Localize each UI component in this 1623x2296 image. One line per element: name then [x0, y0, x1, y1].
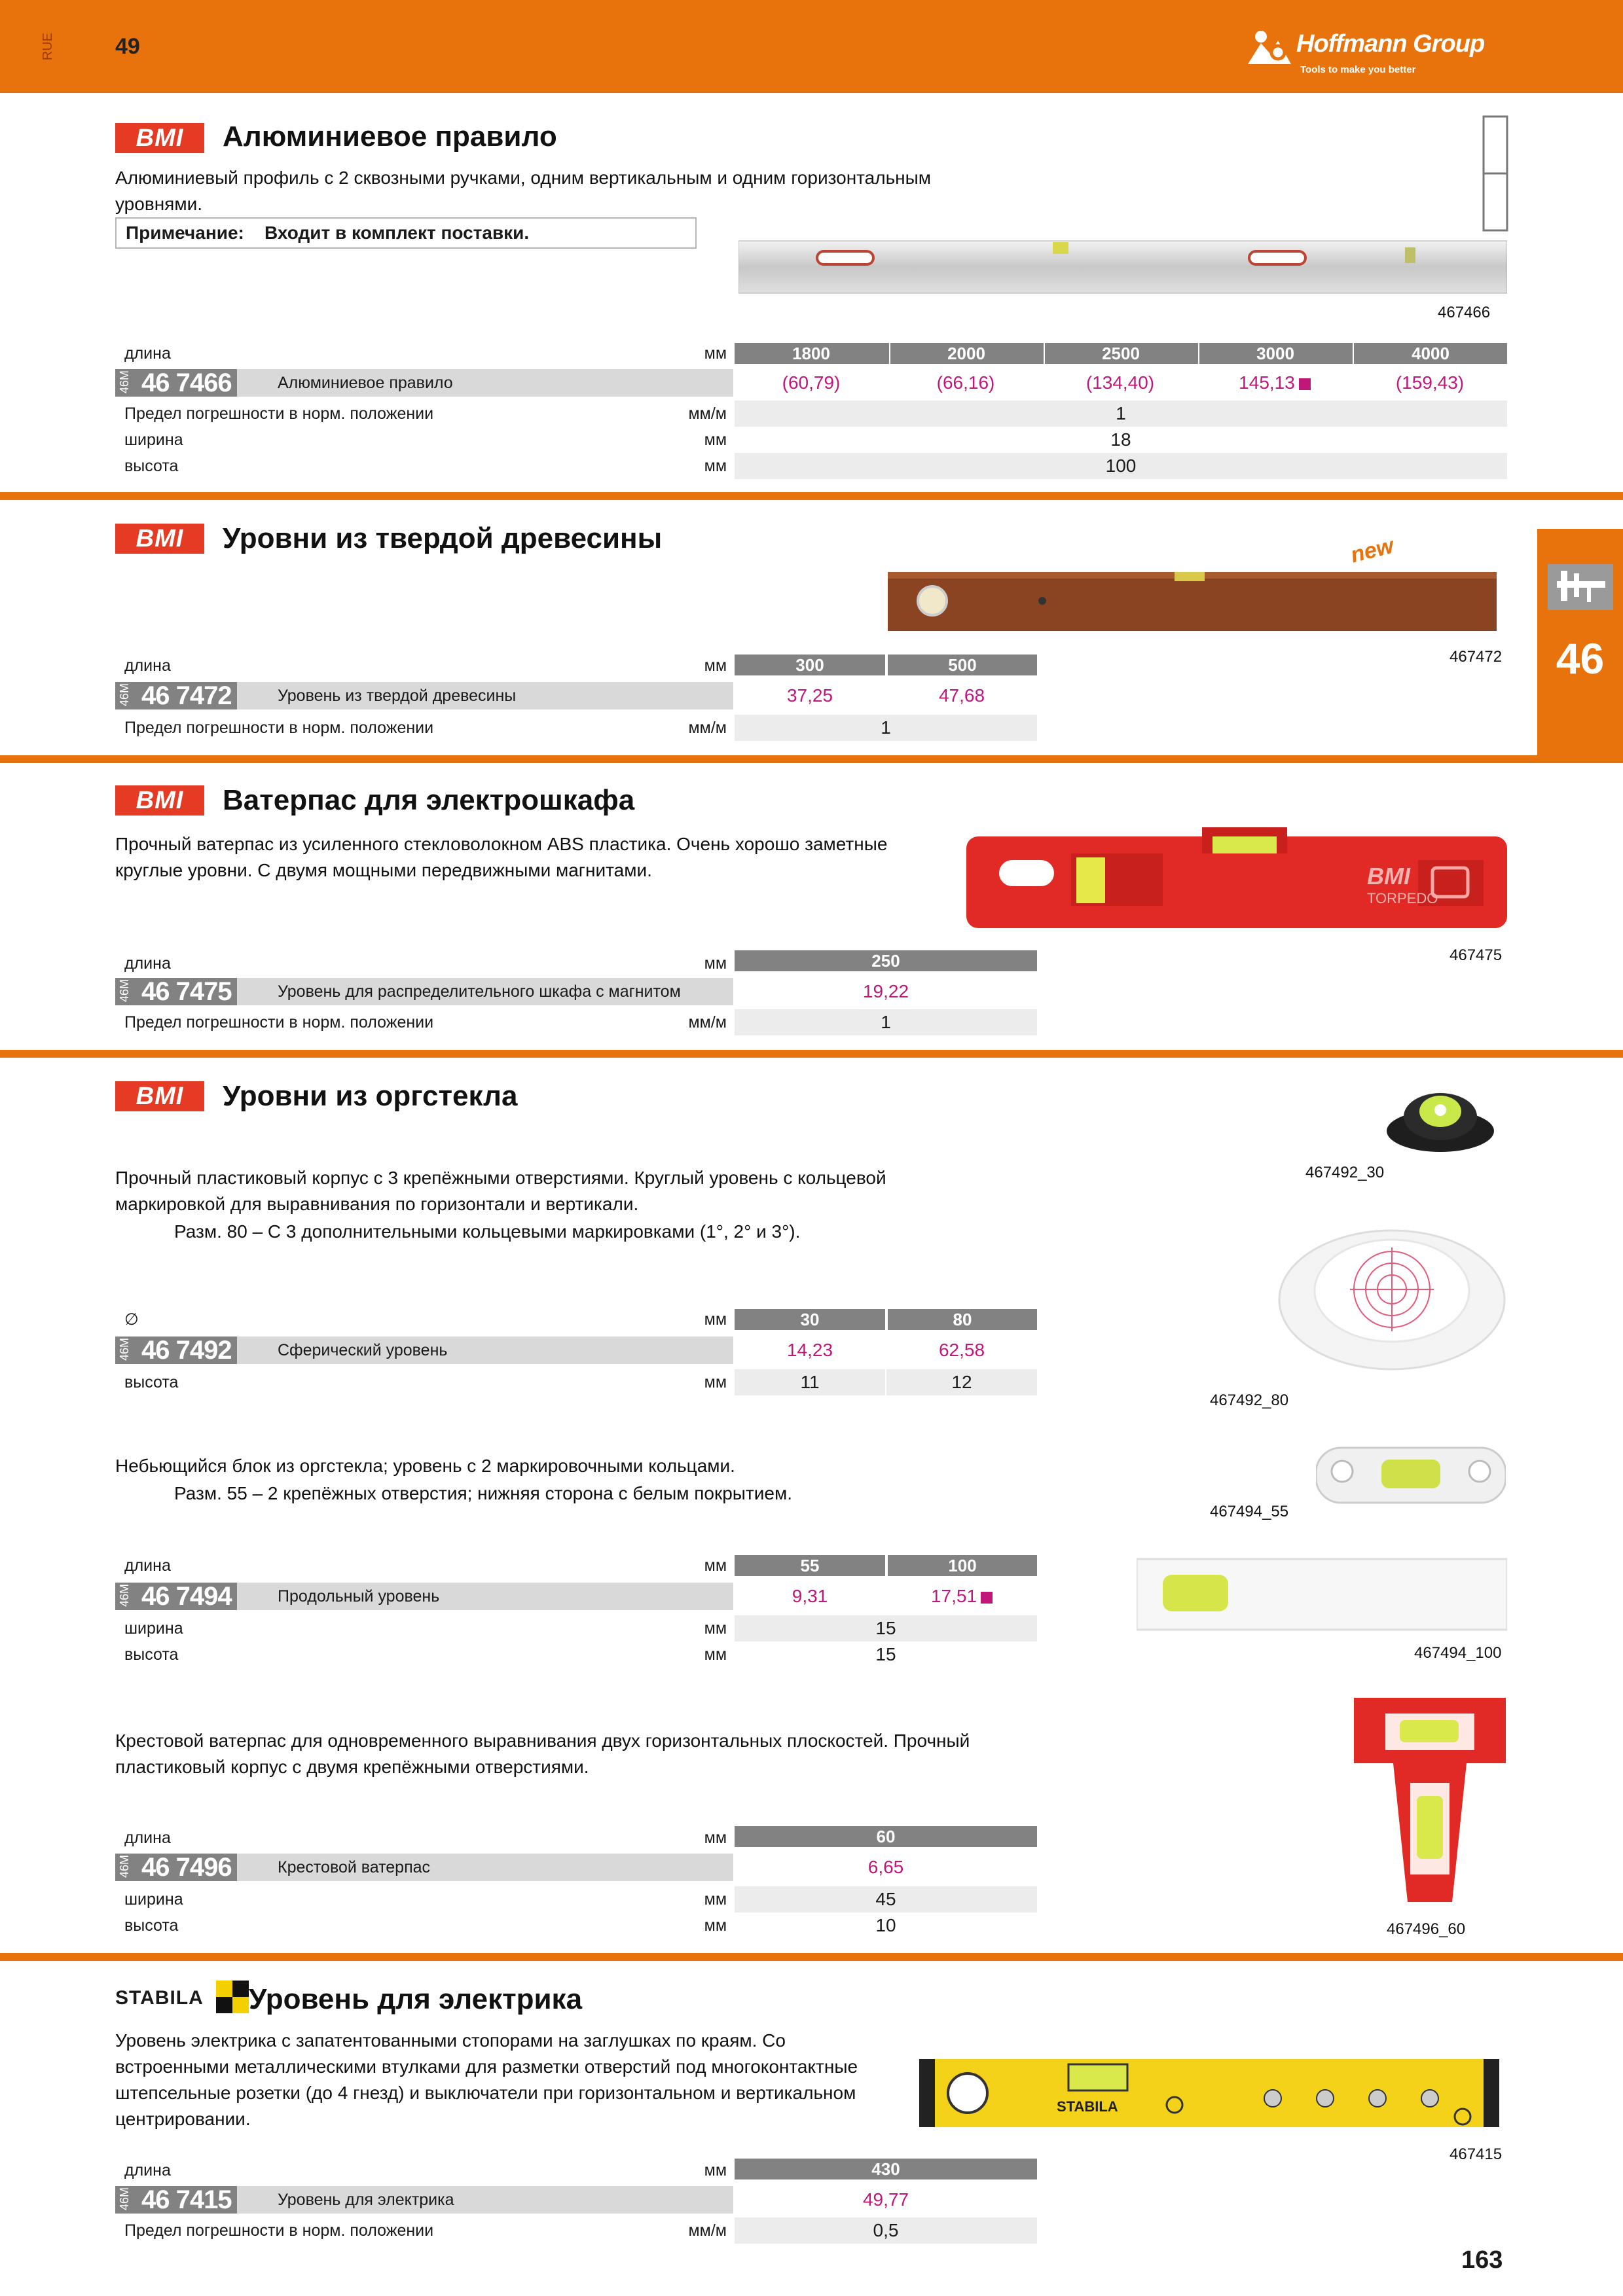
- section-divider: [0, 1953, 1623, 1961]
- section-divider: [0, 1050, 1623, 1058]
- price: 19,22: [862, 981, 909, 1001]
- image-caption: 467492_80: [1210, 1391, 1289, 1409]
- price: (66,16): [936, 372, 995, 393]
- section-description: Небьющийся блок из оргстекла; уровень с 2 маркировочными кольцами.: [115, 1456, 735, 1476]
- price: 145,13: [1198, 369, 1351, 397]
- size-header: 100: [886, 1555, 1037, 1576]
- row-label: ширина: [124, 1619, 183, 1638]
- row-label: Предел погрешности в норм. положении: [124, 2221, 434, 2240]
- price: 49,77: [862, 2189, 909, 2210]
- price: 17,51: [886, 1583, 1037, 1610]
- size-note: Разм. 55 – 2 крепёжных отверстия; нижняя сторона с белым покрытием.: [174, 1483, 793, 1503]
- price: 9,31: [792, 1586, 828, 1606]
- size-header: 60: [735, 1826, 1037, 1847]
- row-unit: мм: [704, 431, 727, 449]
- row-value: 1: [735, 715, 1037, 741]
- size-header: 430: [735, 2159, 1037, 2179]
- note-box: [115, 217, 697, 249]
- image-caption: 467494_100: [1414, 1644, 1502, 1662]
- level-brand-text: STABILA: [1057, 2098, 1118, 2115]
- row-unit: мм/м: [688, 404, 727, 423]
- column-header-unit: мм: [704, 1829, 727, 1847]
- price: (159,43): [1395, 372, 1465, 393]
- round-level-30-image: [1384, 1079, 1497, 1155]
- row-value: 12: [886, 1369, 1037, 1395]
- catalog-code: RUE: [41, 33, 55, 61]
- section-description: Алюминиевый профиль с 2 сквозными ручками, одним вертикальным и одним горизонтальным уровнями.: [115, 168, 931, 214]
- image-caption: 467496_60: [1387, 1920, 1466, 1938]
- column-header-unit: мм: [704, 2161, 727, 2179]
- row-unit: мм: [704, 1373, 727, 1391]
- header-page-number: 49: [115, 34, 140, 59]
- article-number[interactable]: 46M 46 7466: [115, 369, 237, 397]
- image-caption: 467466: [1438, 304, 1491, 321]
- size-header: 80: [886, 1309, 1037, 1330]
- brand-name: Hoffmann Group: [1296, 30, 1485, 58]
- row-unit: мм: [704, 1916, 727, 1935]
- product-name: Уровень для распределительного шкафа с магнитом: [278, 982, 681, 1001]
- image-caption: 467475: [1450, 946, 1503, 964]
- row-label: высота: [124, 1373, 179, 1391]
- section-title: Уровни из твердой древесины: [223, 522, 663, 554]
- row-value: 100: [735, 453, 1507, 479]
- section-description: Прочный ватерпас из усиленного стекловолокном ABS пластика. Очень хорошо заметные круглые уровни. С двумя мощными передвижными магнитами.: [115, 834, 888, 880]
- article-number[interactable]: 46M 46 7492: [115, 1336, 237, 1364]
- size-header: 4000: [1353, 343, 1507, 364]
- column-header-unit: мм: [704, 344, 727, 363]
- row-value: 18: [1110, 429, 1131, 450]
- price: 47,68: [938, 685, 985, 706]
- article-number[interactable]: 46M 46 7415: [115, 2186, 237, 2214]
- cross-level-image: [1354, 1698, 1506, 1902]
- stock-marker-icon: [1299, 378, 1311, 390]
- profile-cross-section-image: [1482, 115, 1508, 232]
- bmi-logo: BMI: [115, 524, 204, 554]
- note-label: Примечание:: [126, 223, 244, 243]
- row-value: 11: [735, 1369, 885, 1395]
- row-unit: мм/м: [688, 1013, 727, 1031]
- image-caption: 467494_55: [1210, 1503, 1289, 1520]
- stabila-checker-icon: [216, 1981, 249, 2013]
- product-name: Алюминиевое правило: [278, 374, 453, 392]
- torpedo-level-image: [966, 827, 1507, 935]
- section-title: Алюминиевое правило: [223, 120, 557, 152]
- hoffmann-logo-icon: [1247, 27, 1292, 65]
- row-label: ширина: [124, 431, 183, 449]
- new-badge: new: [1348, 533, 1396, 568]
- row-label: Предел погрешности в норм. положении: [124, 719, 434, 737]
- row-label: ширина: [124, 1890, 183, 1909]
- column-header-diameter: ∅: [124, 1310, 139, 1329]
- image-caption: 467472: [1450, 648, 1503, 666]
- size-header: 55: [735, 1555, 885, 1576]
- article-number[interactable]: 46M 46 7475: [115, 978, 237, 1005]
- note-text: Входит в комплект поставки.: [264, 223, 530, 243]
- column-header-unit: мм: [704, 1310, 727, 1329]
- price: 37,25: [786, 685, 833, 706]
- row-label: высота: [124, 1645, 179, 1664]
- block-level-55-image: [1316, 1441, 1506, 1507]
- row-unit: мм: [704, 1645, 727, 1664]
- price: (134,40): [1085, 372, 1155, 393]
- row-value: 15: [735, 1615, 1037, 1641]
- article-number[interactable]: 46M 46 7496: [115, 1854, 237, 1881]
- column-header-length: длина: [124, 656, 171, 675]
- bmi-logo: BMI: [115, 785, 204, 816]
- price: (60,79): [782, 372, 841, 393]
- price: 14,23: [786, 1340, 833, 1360]
- row-label: Предел погрешности в норм. положении: [124, 1013, 434, 1031]
- product-name: Уровень для электрика: [278, 2191, 454, 2209]
- product-name: Продольный уровень: [278, 1587, 440, 1605]
- bmi-logo: BMI: [115, 1081, 204, 1111]
- size-header: 250: [735, 950, 1037, 971]
- size-header: 30: [735, 1309, 885, 1330]
- row-unit: мм: [704, 1619, 727, 1638]
- footer-page-number: 163: [1461, 2246, 1503, 2274]
- column-header-unit: мм: [704, 656, 727, 675]
- image-caption: 467492_30: [1305, 1164, 1385, 1181]
- size-header: 300: [735, 655, 885, 675]
- row-label: высота: [124, 457, 179, 475]
- row-label: высота: [124, 1916, 179, 1935]
- row-value: 1: [735, 401, 1507, 427]
- article-number[interactable]: 46M 46 7494: [115, 1583, 237, 1610]
- column-header-length: длина: [124, 1556, 171, 1575]
- wooden-level-image: [888, 568, 1497, 634]
- size-header: 3000: [1198, 343, 1351, 364]
- block-level-100-image: [1137, 1556, 1507, 1632]
- row-unit: мм/м: [688, 719, 727, 737]
- row-unit: мм/м: [688, 2221, 727, 2240]
- row-value: 1: [735, 1009, 1037, 1035]
- column-header-length: длина: [124, 344, 171, 363]
- size-header: 500: [886, 655, 1037, 675]
- section-divider: [0, 492, 1623, 500]
- chapter-number: 46: [1556, 634, 1605, 683]
- column-header-length: длина: [124, 2161, 171, 2179]
- row-value: 10: [875, 1915, 896, 1935]
- stabila-logo: STABILA: [115, 1987, 204, 2009]
- column-header-unit: мм: [704, 954, 727, 973]
- section-title: Ватерпас для электрошкафа: [223, 784, 635, 816]
- row-value: 45: [735, 1886, 1037, 1912]
- electrician-level-image: [919, 2055, 1499, 2131]
- torpedo-brand-text: BMI: [1367, 863, 1410, 889]
- round-level-80-image: [1277, 1221, 1507, 1372]
- article-number[interactable]: 46M 46 7472: [115, 682, 237, 709]
- row-value: 0,5: [735, 2217, 1037, 2244]
- column-header-length: длина: [124, 954, 171, 973]
- section-divider: [0, 755, 1623, 763]
- stock-marker-icon: [981, 1592, 993, 1604]
- row-unit: мм: [704, 457, 727, 475]
- price: 6,65: [867, 1857, 904, 1877]
- section-description: Прочный пластиковый корпус с 3 крепёжными отверстиями. Круглый уровень с кольцевой маркировкой для выравнивания по горизонтали и вертикали.: [115, 1168, 886, 1214]
- torpedo-model-text: TORPEDO: [1367, 890, 1438, 906]
- row-value: 15: [875, 1644, 896, 1664]
- product-name: Крестовой ватерпас: [278, 1858, 431, 1876]
- bmi-logo: BMI: [115, 123, 204, 153]
- row-unit: мм: [704, 1890, 727, 1909]
- column-header-length: длина: [124, 1829, 171, 1847]
- section-title: Уровень для электрика: [249, 1983, 583, 2015]
- image-caption: 467415: [1450, 2145, 1503, 2163]
- row-label: Предел погрешности в норм. положении: [124, 404, 434, 423]
- section-description: Крестовой ватерпас для одновременного выравнивания двух горизонтальных плоскостей. Прочный пластиковый корпус с двумя крепёжными отверстиями.: [115, 1731, 970, 1777]
- size-header: 2000: [889, 343, 1042, 364]
- column-header-unit: мм: [704, 1556, 727, 1575]
- product-name: Уровень из твердой древесины: [278, 687, 517, 705]
- section-description: Уровень электрика с запатентованными стопорами на заглушках по краям. Со встроенными металлическими втулками для разметки отверстий под многоконтактные штепсельные розетки (до 4 гнезд) и выключатели при горизонтальном и вертикальном центрировании.: [115, 2030, 858, 2129]
- price: 62,58: [938, 1340, 985, 1360]
- aluminium-rule-image: [739, 237, 1507, 297]
- product-name: Сферический уровень: [278, 1341, 448, 1359]
- size-header: 1800: [735, 343, 888, 364]
- brand-tagline: Tools to make you better: [1300, 64, 1416, 75]
- caliper-icon: [1548, 564, 1613, 610]
- section-title: Уровни из оргстекла: [223, 1080, 518, 1112]
- size-note: Разм. 80 – С 3 дополнительными кольцевыми маркировками (1°, 2° и 3°).: [174, 1221, 801, 1242]
- size-header: 2500: [1044, 343, 1197, 364]
